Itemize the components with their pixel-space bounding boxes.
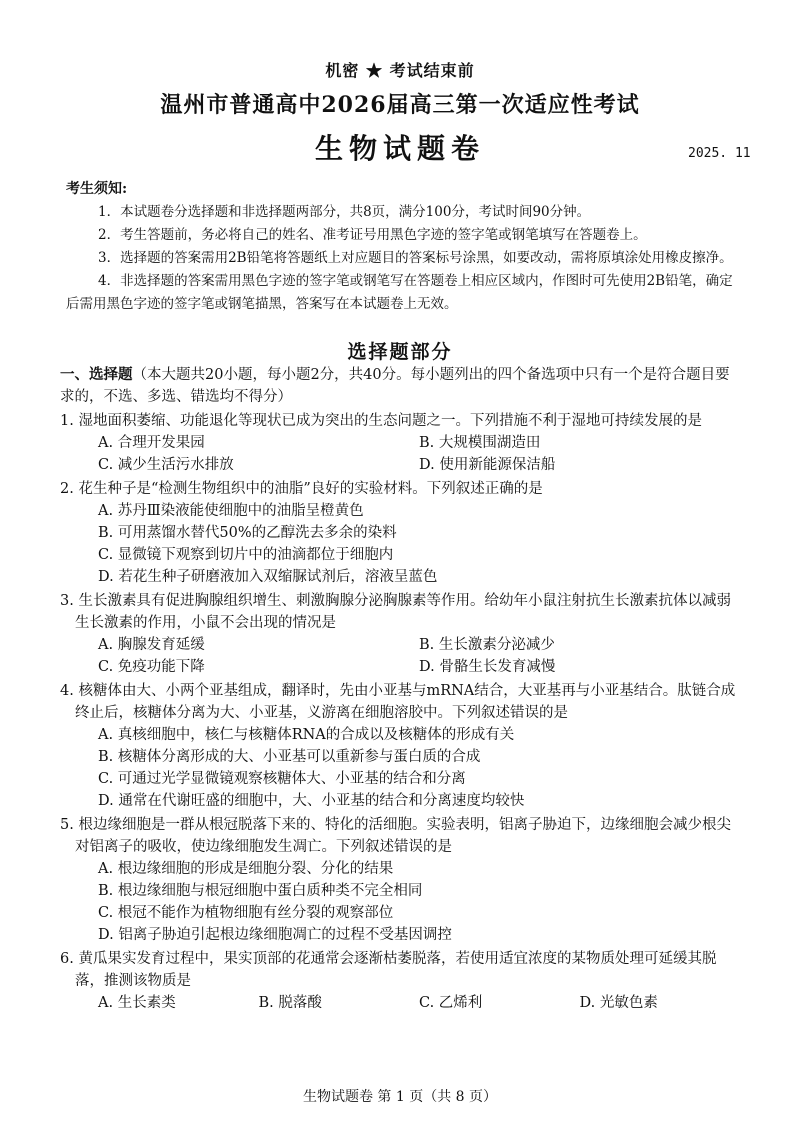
section-title: 选择题部分 (347, 341, 453, 363)
option-b: B. 生长激素分泌减少 (419, 637, 555, 653)
option-c: C. 乙烯利 (419, 995, 483, 1011)
option-b: B. 可用蒸馏水替代50%的乙醇洗去多余的染料 (98, 525, 397, 541)
question-2 (60, 478, 740, 588)
candidate-notice (66, 178, 736, 316)
question-stem: 3. 生长激素具有促进胸腺组织增生、刺激胸腺分泌胸腺素等作用。给幼年小鼠注射抗生长激素抗体以减弱生长激素的作用，小鼠不会出现的情况是 (60, 593, 731, 631)
part-text: （本大题共20小题，每小题2分，共40分。每小题列出的四个备选项中只有一个是符合题目要求的，不选、多选、错选均不得分） (60, 367, 730, 405)
option-c: C. 根冠不能作为植物细胞有丝分裂的观察部位 (98, 905, 394, 921)
option-d: D. 使用新能源保洁船 (419, 457, 556, 473)
option-a: A. 胸腺发育延缓 (98, 637, 205, 653)
option-d: D. 若花生种子研磨液加入双缩脲试剂后，溶液呈蓝色 (98, 569, 438, 585)
question-6 (60, 948, 740, 1014)
option-c: C. 显微镜下观察到切片中的油滴都位于细胞内 (98, 547, 394, 563)
notice-item: 2．考生答题前，务必将自己的姓名、准考证号用黑色字迹的签字笔或钢笔填写在答题卷上。 (98, 227, 647, 243)
option-b: B. 脱落酸 (258, 995, 322, 1011)
question-stem: 6. 黄瓜果实发育过程中，果实顶部的花通常会逐渐枯萎脱落，若使用适宜浓度的某物质处理可延缓其脱落，推测该物质是 (60, 951, 717, 989)
question-stem: 2. 花生种子是“检测生物组织中的油脂”良好的实验材料。下列叙述正确的是 (60, 481, 543, 497)
option-d: D. 光敏色素 (579, 995, 658, 1011)
subject-title: 生物试题卷 (314, 132, 485, 165)
exam-date: 2025. 11 (688, 146, 751, 161)
option-a: A. 生长素类 (98, 995, 176, 1011)
option-c: C. 可通过光学显微镜观察核糖体大、小亚基的结合和分离 (98, 771, 466, 787)
option-a: A. 苏丹Ⅲ染液能使细胞中的油脂呈橙黄色 (98, 503, 364, 519)
question-stem: 4. 核糖体由大、小两个亚基组成，翻译时，先由小亚基与mRNA结合，大亚基再与小亚基结合。肽链合成终止后，核糖体分离为大、小亚基，义游离在细胞溶胶中。下列叙述错误的是 (60, 683, 736, 721)
question-5 (60, 814, 740, 946)
question-3 (60, 590, 740, 678)
part-lead: 一、选择题 (60, 366, 133, 383)
notice-title: 考生须知: (66, 181, 128, 197)
option-a: A. 合理开发果园 (98, 435, 205, 451)
question-stem: 1. 湿地面积萎缩、功能退化等现状已成为突出的生态问题之一。下列措施不利于湿地可持续发展的是 (60, 413, 702, 429)
confidential-label: 机密 ★ 考试结束前 (325, 61, 475, 80)
question-4 (60, 680, 740, 812)
option-b: B. 大规模围湖造田 (419, 435, 541, 451)
option-c: C. 减少生活污水排放 (98, 457, 234, 473)
option-a: A. 根边缘细胞的形成是细胞分裂、分化的结果 (98, 861, 394, 877)
option-a: A. 真核细胞中，核仁与核糖体RNA的合成以及核糖体的形成有关 (98, 727, 515, 743)
question-1 (60, 410, 740, 476)
option-d: D. 铝离子胁迫引起根边缘细胞凋亡的过程不受基因调控 (98, 927, 452, 943)
option-b: B. 核糖体分离形成的大、小亚基可以重新参与蛋白质的合成 (98, 749, 481, 765)
notice-item: 4．非选择题的答案需用黑色字迹的签字笔或钢笔写在答题卷上相应区域内，作图时可先使用2B铅笔，确定后需用黑色字迹的签字笔或钢笔描黑，答案写在本试题卷上无效。 (66, 273, 733, 312)
page-footer: 生物试题卷 第 1 页（共 8 页） (302, 1089, 498, 1105)
notice-item: 1．本试题卷分选择题和非选择题两部分，共8页，满分100分，考试时间90分钟。 (98, 204, 591, 220)
option-d: D. 通常在代谢旺盛的细胞中，大、小亚基的结合和分离速度均较快 (98, 793, 525, 809)
exam-title: 温州市普通高中2026届高三第一次适应性考试 (160, 92, 640, 118)
question-stem: 5. 根边缘细胞是一群从根冠脱落下来的、特化的活细胞。实验表明，铝离子胁迫下，边缘细胞会减少根尖对铝离子的吸收，使边缘细胞发生凋亡。下列叙述错误的是 (60, 817, 731, 855)
option-c: C. 免疫功能下降 (98, 659, 205, 675)
notice-item: 3．选择题的答案需用2B铅笔将答题纸上对应题目的答案标号涂黑，如要改动，需将原填涂处用橡皮擦净。 (98, 250, 733, 266)
option-b: B. 根边缘细胞与根冠细胞中蛋白质种类不完全相同 (98, 883, 423, 899)
option-d: D. 骨骼生长发育减慢 (419, 659, 556, 675)
part-instructions (60, 364, 740, 408)
question-list (60, 364, 740, 1014)
